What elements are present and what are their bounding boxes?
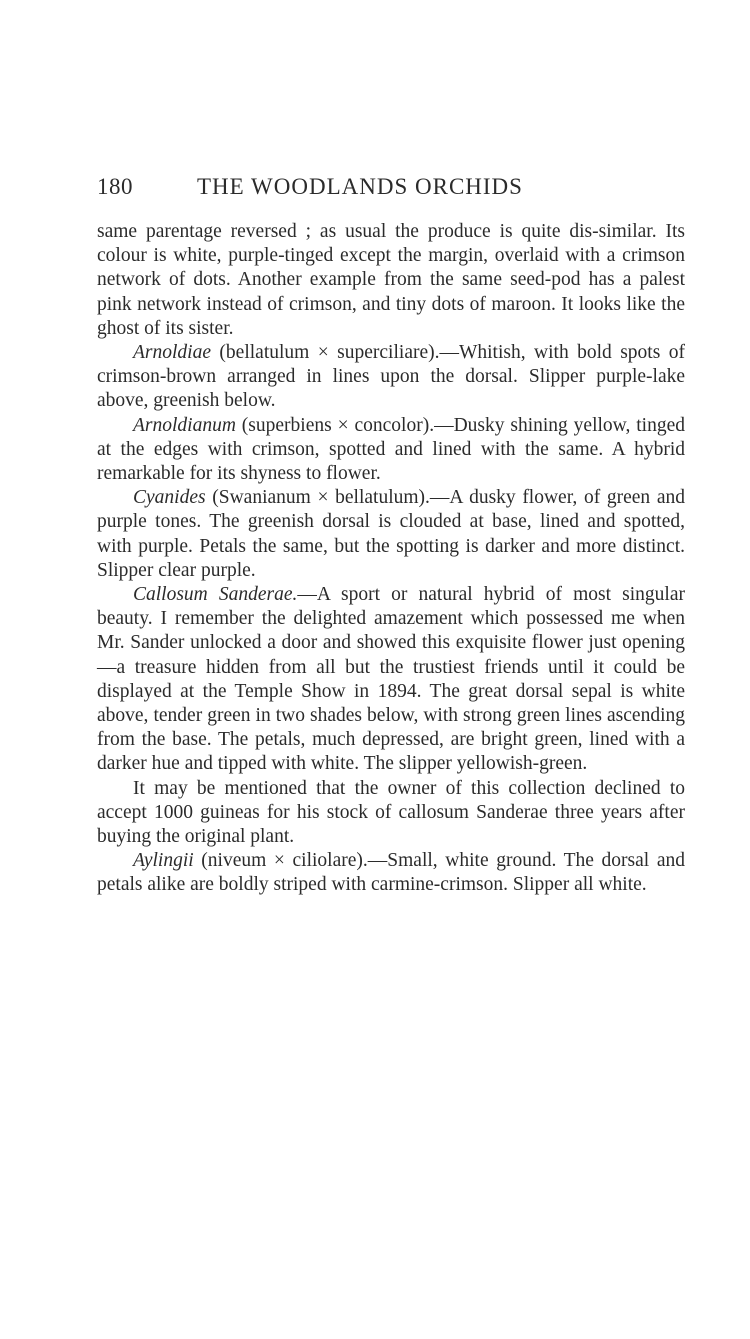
paragraph xyxy=(97,341,685,414)
paragraph-text: (superbiens × concolor).—Dusky shining yellow, tinged at the edges with crimson, spotted and lined with the same. A hybrid remarkable for its shyness to flower. xyxy=(97,414,685,485)
page-header xyxy=(97,174,687,208)
paragraph-text: (Swanianum × bellatulum).—A dusky flower, of green and purple tones. The greenish dorsal is clouded at base, lined and spotted, with purple. Petals the same, but the spotting is darker and more distinct. Slipper clear purple. xyxy=(97,487,685,581)
hybrid-name: Arnoldiae xyxy=(133,342,211,364)
body-text xyxy=(97,220,685,898)
paragraph-text: same parentage reversed ; as usual the produce is quite dis-similar. Its colour is white, purple-tinged except the margin, overlaid with a crimson network of dots. Another example from the same seed-pod has a palest pink network instead of crimson, and tiny dots of maroon. It looks like the ghost of its sister. xyxy=(97,221,685,339)
paragraph xyxy=(97,777,685,850)
hybrid-name: Aylingii xyxy=(133,850,194,872)
paragraph-text: —A sport or natural hybrid of most singular beauty. I remember the delighted amazement which possessed me when Mr. Sander unlocked a door and showed this exquisite flower just opening—a treasure hidden from all but the trustiest friends until it could be displayed at the Temple Show in 1894. The great dorsal sepal is white above, tender green in two shades below, with strong green lines ascending from the base. The petals, much depressed, are bright green, lined with a darker hue and tipped with white. The slipper yellowish-green. xyxy=(97,584,685,775)
paragraph xyxy=(97,583,685,777)
hybrid-name: Cyanides xyxy=(133,487,206,509)
paragraph xyxy=(97,849,685,897)
hybrid-name: Callosum Sanderae. xyxy=(133,584,298,606)
running-title: THE WOODLANDS ORCHIDS xyxy=(197,174,523,199)
paragraph xyxy=(97,486,685,583)
paragraph-text: (niveum × ciliolare).—Small, white ground. The dorsal and petals alike are boldly striped with carmine-crimson. Slipper all white. xyxy=(97,850,685,896)
page-number: 180 xyxy=(97,174,133,199)
paragraph-text: (bellatulum × superciliare).—Whitish, with bold spots of crimson-brown arranged in lines upon the dorsal. Slipper purple-lake above, greenish below. xyxy=(97,342,685,412)
paragraph-text: It may be mentioned that the owner of this collection declined to accept 1000 guineas for his stock of callosum Sanderae three years after buying the original plant. xyxy=(97,777,685,848)
hybrid-name: Arnoldianum xyxy=(133,414,236,436)
paragraph xyxy=(97,414,685,487)
paragraph xyxy=(97,220,685,341)
